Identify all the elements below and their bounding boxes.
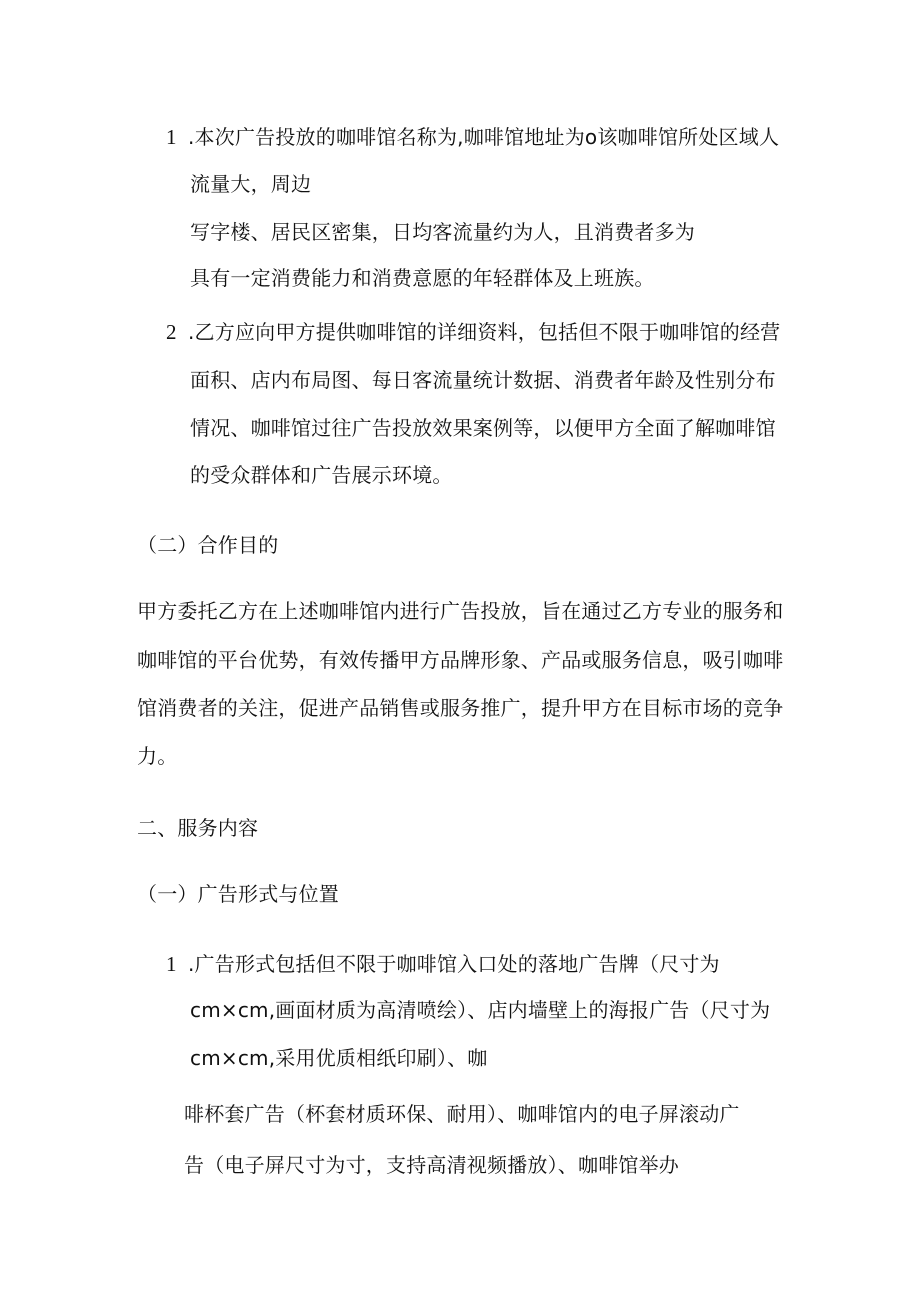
item-2-line-3: 情况、咖啡馆过往广告投放效果案例等，以便甲方全面了解咖啡馆 [190,416,776,440]
item-2-line-1: .乙方应向甲方提供咖啡馆的详细资料，包括但不限于咖啡馆的经营 [188,320,781,344]
services-heading: 二、服务内容 [137,816,259,840]
item-1-line-4: 具有一定消费能力和消费意愿的年轻群体及上班族。 [190,266,655,290]
services-item-1-line-4: 啡杯套广告（杯套材质环保、耐用）、咖啡馆内的电子屏滚动广 [184,1102,740,1126]
item-2-line-4: 的受众群体和广告展示环境。 [190,463,453,487]
services-item-1-line-2: cm×cm,画面材质为高清喷绘）、店内墙壁上的海报广告（尺寸为 [190,998,771,1022]
services-item-1-line-1: .广告形式包括但不限于咖啡馆入口处的落地广告牌（尺寸为 [188,952,720,976]
item-2-line-2: 面积、店内布局图、每日客流量统计数据、消费者年龄及性别分布 [190,368,776,392]
purpose-line-1: 甲方委托乙方在上述咖啡馆内进行广告投放，旨在通过乙方专业的服务和 [137,599,784,623]
item-1-number: 1 [166,125,177,149]
item-1-line-2: 流量大，周边 [190,172,312,196]
item-1-line-1: .本次广告投放的咖啡馆名称为,咖啡馆地址为o该咖啡馆所处区域人 [188,125,780,149]
purpose-line-2: 咖啡馆的平台优势，有效传播甲方品牌形象、产品或服务信息，吸引咖啡 [137,648,784,672]
purpose-line-3: 馆消费者的关注，促进产品销售或服务推广，提升甲方在目标市场的竞争 [137,696,784,720]
item-2-number: 2 [166,320,177,344]
services-item-1-line-5: 告（电子屏尺寸为寸，支持高清视频播放）、咖啡馆举办 [184,1153,679,1177]
purpose-heading: （二）合作目的 [137,533,279,557]
item-1-line-3: 写字楼、居民区密集，日均客流量约为人，且消费者多为 [190,220,695,244]
purpose-line-4: 力。 [137,744,178,768]
services-item-1-line-3: cm×cm,采用优质相纸印刷）、咖 [190,1046,488,1070]
services-item-1-number: 1 [166,952,177,976]
services-subheading: （一）广告形式与位置 [137,882,339,906]
